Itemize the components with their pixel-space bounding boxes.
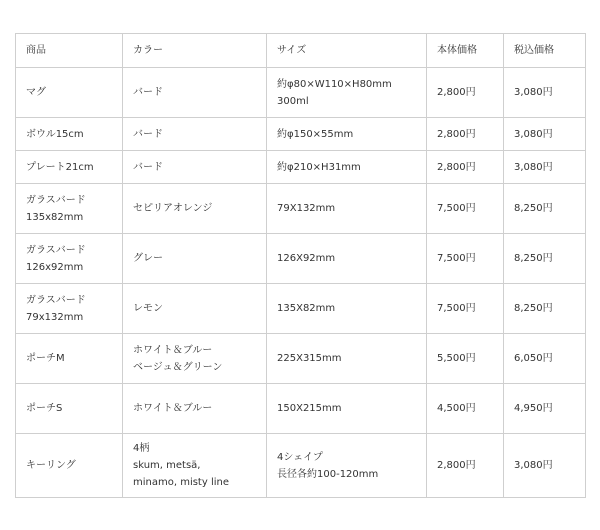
cell-product: プレート21cm (16, 151, 123, 184)
header-tax-price: 税込価格 (504, 34, 586, 68)
cell-color: 4柄 skum, metsä, minamo, misty line (123, 434, 267, 498)
table-row (16, 434, 586, 498)
product-price-table (15, 33, 586, 498)
cell-color: バード (123, 151, 267, 184)
cell-tax-price: 3,080円 (504, 434, 586, 498)
cell-product: ガラスバード 135x82mm (16, 184, 123, 234)
table-row (16, 151, 586, 184)
cell-base-price: 7,500円 (427, 234, 504, 284)
cell-size: 126X92mm (267, 234, 427, 284)
header-product: 商品 (16, 34, 123, 68)
cell-base-price: 7,500円 (427, 284, 504, 334)
table-header-row (16, 34, 586, 68)
cell-product: ガラスバード 126x92mm (16, 234, 123, 284)
cell-base-price: 2,800円 (427, 434, 504, 498)
header-base-price: 本体価格 (427, 34, 504, 68)
cell-base-price: 5,500円 (427, 334, 504, 384)
cell-product: ガラスバード 79x132mm (16, 284, 123, 334)
table-row (16, 234, 586, 284)
cell-size: 約φ150×55mm (267, 118, 427, 151)
cell-tax-price: 3,080円 (504, 118, 586, 151)
header-size: サイズ (267, 34, 427, 68)
cell-size: 225X315mm (267, 334, 427, 384)
cell-color: ホワイト＆ブルー ベージュ＆グリーン (123, 334, 267, 384)
cell-product: ポーチS (16, 384, 123, 434)
table-row (16, 68, 586, 118)
table-row (16, 334, 586, 384)
cell-product: ポーチM (16, 334, 123, 384)
cell-color: バード (123, 68, 267, 118)
cell-size: 4シェイプ 長径各約100-120mm (267, 434, 427, 498)
cell-size: 150X215mm (267, 384, 427, 434)
cell-product: マグ (16, 68, 123, 118)
cell-color: ホワイト＆ブルー (123, 384, 267, 434)
cell-tax-price: 3,080円 (504, 68, 586, 118)
cell-base-price: 2,800円 (427, 118, 504, 151)
cell-tax-price: 3,080円 (504, 151, 586, 184)
cell-base-price: 2,800円 (427, 151, 504, 184)
cell-product: ボウル15cm (16, 118, 123, 151)
cell-base-price: 2,800円 (427, 68, 504, 118)
table-row (16, 384, 586, 434)
cell-base-price: 4,500円 (427, 384, 504, 434)
cell-size: 135X82mm (267, 284, 427, 334)
cell-tax-price: 8,250円 (504, 234, 586, 284)
header-color: カラー (123, 34, 267, 68)
cell-size: 約φ80×W110×H80mm 300ml (267, 68, 427, 118)
cell-size: 約φ210×H31mm (267, 151, 427, 184)
cell-color: レモン (123, 284, 267, 334)
cell-size: 79X132mm (267, 184, 427, 234)
table-row (16, 118, 586, 151)
cell-tax-price: 8,250円 (504, 184, 586, 234)
cell-color: バード (123, 118, 267, 151)
cell-color: グレー (123, 234, 267, 284)
table-row (16, 284, 586, 334)
cell-tax-price: 8,250円 (504, 284, 586, 334)
cell-tax-price: 4,950円 (504, 384, 586, 434)
cell-product: キーリング (16, 434, 123, 498)
cell-base-price: 7,500円 (427, 184, 504, 234)
cell-color: セピリアオレンジ (123, 184, 267, 234)
table-row (16, 184, 586, 234)
cell-tax-price: 6,050円 (504, 334, 586, 384)
